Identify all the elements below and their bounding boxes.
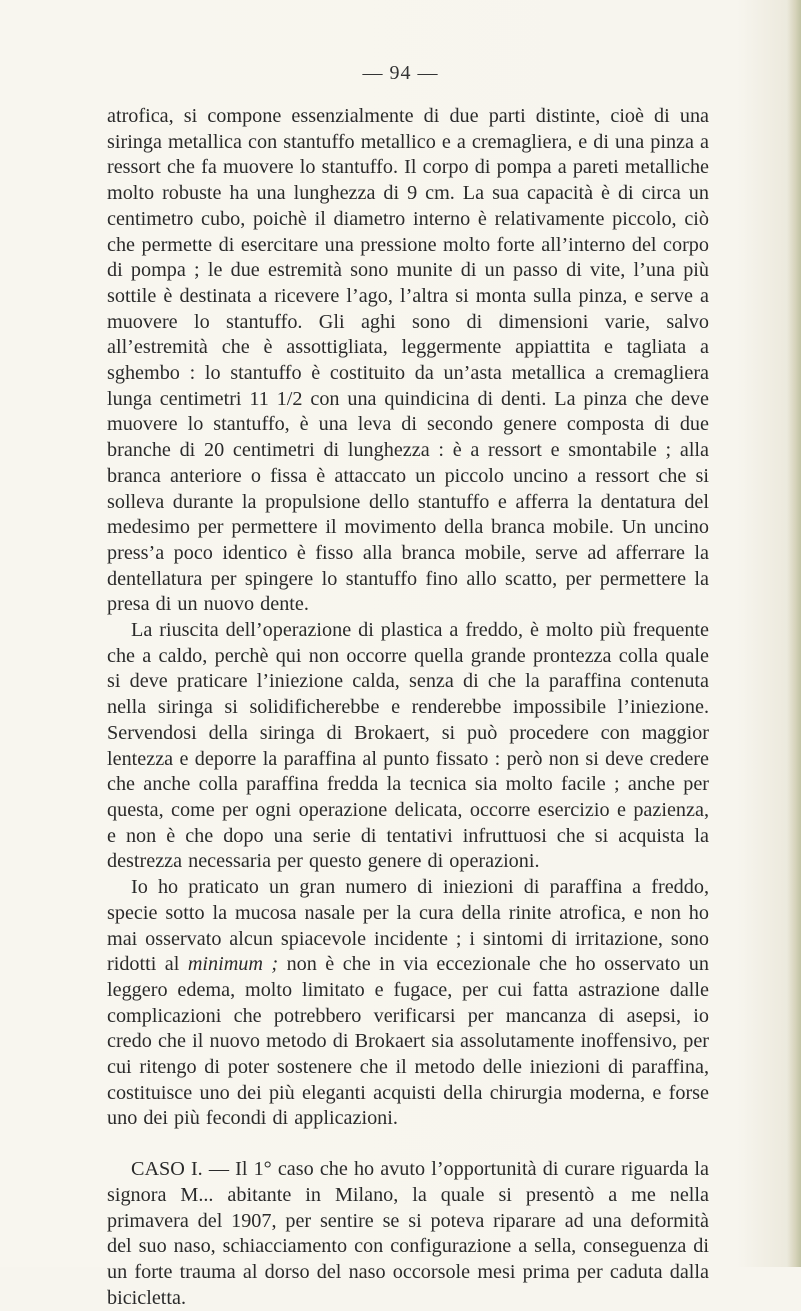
paragraph-text-part: non è che in via eccezionale che ho osservato un leggero edema, molto limitato e fugace, per cui fatta astrazione dalle complicazioni che potrebbero verificarsi per mancanza di asepsi, io credo che il nuovo metodo di Brokaert sia assolutamente inoffensivo, per cui ritengo di poter sostenere che il metodo delle iniezioni di paraffina, costituisce uno dei più eleganti acquisti della chirurgia moderna, e forse uno dei più fecondi di applicazioni. — [107, 953, 709, 1130]
paragraph-syringe-description: atrofica, si compone essenzialmente di due parti distinte, cioè di una siringa metallica con stantuffo metallico e a cremagliera, e di una pinza a ressort che fa muovere lo stantuffo. Il corpo di pompa a pareti metalliche molto robuste ha una lunghezza di 9 cm. La sua capacità è di circa un centimetro cubo, poichè il diametro interno è relativamente piccolo, ciò che permette di esercitare una pressione molto forte all’interno del corpo di pompa ; le due estremità sono munite di un passo di vite, l’una più sottile è destinata a ricevere l’ago, l’altra si monta sulla pinza, e serve a muovere lo stantuffo. Gli aghi sono di dimensioni varie, salvo all’estremità che è assottigliata, leggermente appiattita e tagliata a sghembo : lo stantuffo è costituito da un’asta metallica a cremagliera lunga centimetri 11 1/2 con una quindicina di denti. La pinza che deve muovere lo stantuffo, è una leva di secondo genere composta di due branche di 20 centimetri di lunghezza : è a ressort e smontabile ; alla branca anteriore o fissa è attaccato un piccolo uncino a ressort che si solleva durante la propulsione dello stantuffo e afferra la dentatura del medesimo per permettere il movimento della branca mobile. Un uncino press’a poco identico è fisso alla branca mobile, serve ad afferrare la dentellatura per spingere lo stantuffo fino allo scatto, per permettere la presa di un nuovo dente. — [107, 105, 709, 616]
italic-term: minimum ; — [187, 953, 279, 976]
paragraph-cold-plastic: La riuscita dell’operazione di plastica a freddo, è molto più frequente che a caldo, perchè qui non occorre quella grande prontezza colla quale si deve praticare l’iniezione calda, senza di che la paraffina contenuta nella siringa si solidificherebbe e renderebbe impossibile l’iniezione. Servendosi della siringa di Brokaert, si può procedere con maggior lentezza e deporre la paraffina al punto fissato : però non si deve credere che anche colla paraffina fredda la tecnica sia molto facile ; anche per questa, come per ogni operazione delicata, occorre esercizio e pazienza, e non è che dopo una serie di tentativi infruttuosi che si acquista la destrezza necessaria per questo genere di operazioni. — [107, 619, 709, 873]
paragraph-text-part: Io ho praticato un gran numero di iniezioni di paraffina a freddo, specie sotto la mucosa nasale per la cura della rinite atrofica, e non ho mai osservato alcun spiacevole incidente ; i sintomi di irritazione, sono ridotti al — [107, 876, 709, 976]
page-number: — 94 — — [362, 62, 439, 84]
page-edge-shadow — [787, 0, 801, 1267]
paragraph-case-one: CASO I. — Il 1° caso che ho avuto l’opportunità di curare riguarda la signora M... abitante in Milano, la quale si presentò a me nella primavera del 1907, per sentire se si poteva riparare ad una deformità del suo naso, schiacciamento con configurazione a sella, conseguenza di un forte trauma al dorso del naso occorsole mesi prima per caduta dalla bicicletta. — [107, 1158, 709, 1309]
body-text — [107, 104, 709, 1311]
paragraph-injections-experience — [107, 875, 709, 1132]
